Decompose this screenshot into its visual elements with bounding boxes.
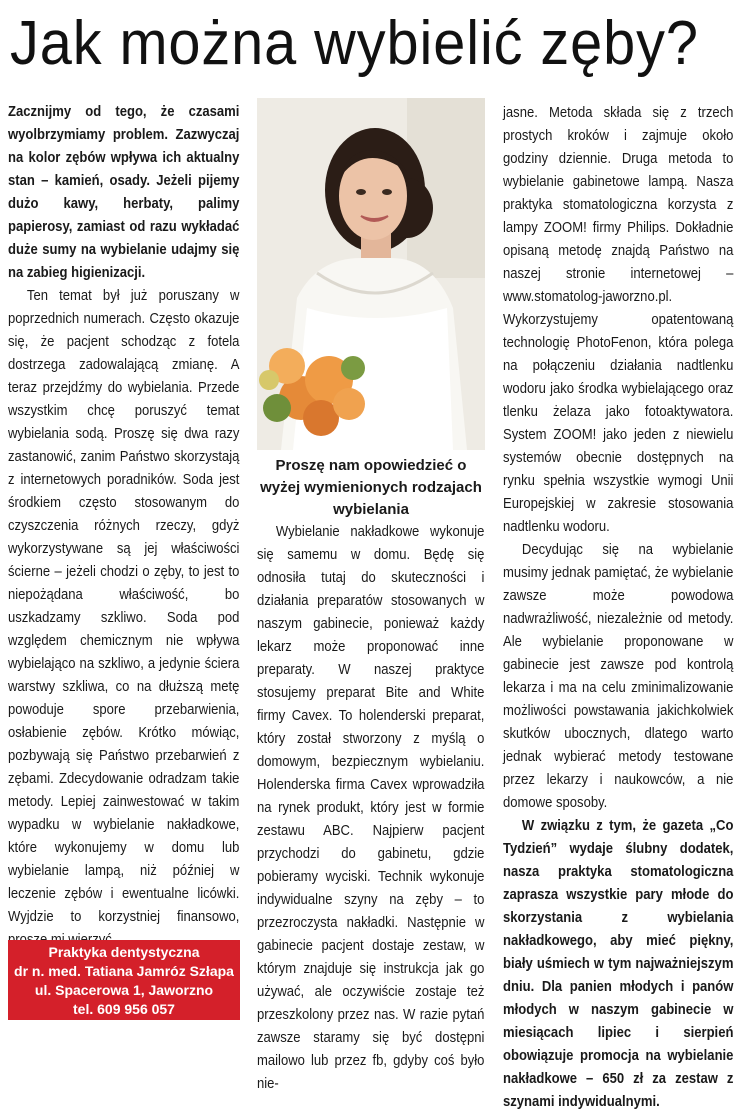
- contact-box: [8, 940, 240, 1020]
- contact-doctor: dr n. med. Tatiana Jamróz Szłapa: [14, 963, 234, 979]
- col1-body: Ten temat był już poruszany w poprzednich numerach. Często okazuje się, że pacjent schodząc z fotela dostrzega zadowalającą zmianę. A teraz przejdźmy do wybielania. Przede wszystkim chcę poruszyć temat wybielania sodą. Proszę się dwa razy zastanowić, zanim Państwo skorzystają z internetowych poradników. Soda jest środkiem często stosowanym do czyszczenia różnych rzeczy, gdyż wykorzystywane są jej właściwości ścierne – jeżeli chodzi o zęby, to jest to niepożądana właściwość, bo uszkadzamy szkliwo. Soda pod względem chemicznym nie wpływa wybielająco na szkliwo, a jedynie ściera warstwy szkliwa, co na dłuższą metę powoduje spore przebarwienia, osłabienie zębów. Krótko mówiąc, pozbywają się Państwo przebarwień z zębami. Zdecydowanie odradzam takie metody. Lepiej zainwestować w takim wypadku w wybielanie nakładkowe, które wykonujemy w domu lub wybielanie lampą, niż później w leczenie zębów i ewentualne licówki. Wyjdzie to korzystniej finansowo,: [8, 287, 240, 925]
- column-1: [8, 100, 240, 951]
- headline: Jak można wybielić zęby?: [10, 9, 699, 78]
- col2-body: Wybielanie nakładkowe wykonuje się samemu w domu. Będę się odnosiła tutaj do skuteczności i działania preparatów stosowanych w naszym gabinecie, ponieważ każdy lekarz może proponować inne preparaty. W naszej praktyce stosujemy preparat Bite and White firmy Cavex. To holenderski preparat, który został stworzony z myślą o domowym, bezpiecznym wybielaniu. Holenderska firma Cavex wprowadziła na rynek produkt, który jest w formie zestawu ABC. Najpierw pacjent przychodzi do gabinetu, gdzie pobieramy wyciski. Technik wykonuje indywidualne szyny na zęby – to przezroczysta nakładki. Następnie w gabinecie pacjent dostaje zestaw, w którym znajduje się instrukcja jak go używać, ale oczywiście zostaje też przeszkolony przez nas. W razie pytań zawsze staramy się być dostępni mailowo lub przez fb, gdyby coś było nie-: [257, 523, 485, 1092]
- col3-paragraph-1: jasne. Metoda składa się z trzech prostych kroków i zajmuje około godziny dziennie. Druga metoda to wybielanie gabinetowe lampą. Nasza praktyka stomatologiczna korzysta z lampy ZOOM! firmy Philips. Dokładnie opisaną metodę znajdą Państwo na naszej stronie internetowej – www.stomatolog-jaworzno.pl. Wykorzystujemy opatentowaną technologię PhotoFenon, która polega na połączeniu działania nadtlenku wodoru jako środka wybielającego oraz tlenku żelaza jako fotoaktywatora. System ZOOM! jako jeden z niewielu systemów obecnie dostępnych na rynku spełnia wszystkie wymogi Unii Europejskiej w zakresie stosowania nadtlenku wodoru.: [503, 104, 734, 535]
- contact-phone: tel. 609 956 057: [73, 1001, 175, 1017]
- bride-photo: [257, 98, 485, 450]
- interview-question: Proszę nam opowiedzieć o wyżej wymienionych rodzajach wybielania: [260, 457, 482, 518]
- column-2: [257, 520, 485, 1095]
- col3-promo: W związku z tym, że gazeta „Co Tydzień” wydaje ślubny dodatek, nasza praktyka stomatologiczna zaprasza wszystkie pary młode do skorzystania z wybielania nakładkowego, aby mieć piękny, biały uśmiech w tym najważniejszym dniu. Dla panien młodych i panów młodych w naszym gabinecie w miesiącach lipiec i sierpień obowiązuje promocja na wybielanie nakładkowe – 650 zł za zestaw z szynami indywidualnymi.: [503, 817, 734, 1110]
- contact-practice: Praktyka dentystyczna: [48, 944, 200, 960]
- lead-paragraph: Zacznijmy od tego, że czasami wyolbrzymiamy problem. Zazwyczaj na kolor zębów wpływa ich aktualny stan – kamień, osady. Jeżeli pijemy dużo kawy, herbaty, palimy papierosy, zamiast od razu wykładać duże sumy na wybielanie udajmy się na zabieg higienizacji.: [8, 103, 240, 281]
- column-3: [503, 101, 734, 1113]
- col3-paragraph-2: Decydując się na wybielanie musimy jednak pamiętać, że wybielanie zawsze może powodowa nadwrażliwość, niezależnie od metody. Ale wybielanie proponowane w gabinecie jest zawsze pod kontrolą lekarza i ma na celu zminimalizowanie możliwości powstawania jakichkolwiek skutków ubocznych, dlatego warto jednak wybierać metody testowane przez lekarzy i naukowców, a nie domowe sposoby.: [503, 541, 734, 811]
- bride-illustration: [257, 98, 485, 450]
- contact-address: ul. Spacerowa 1, Jaworzno: [34, 982, 214, 998]
